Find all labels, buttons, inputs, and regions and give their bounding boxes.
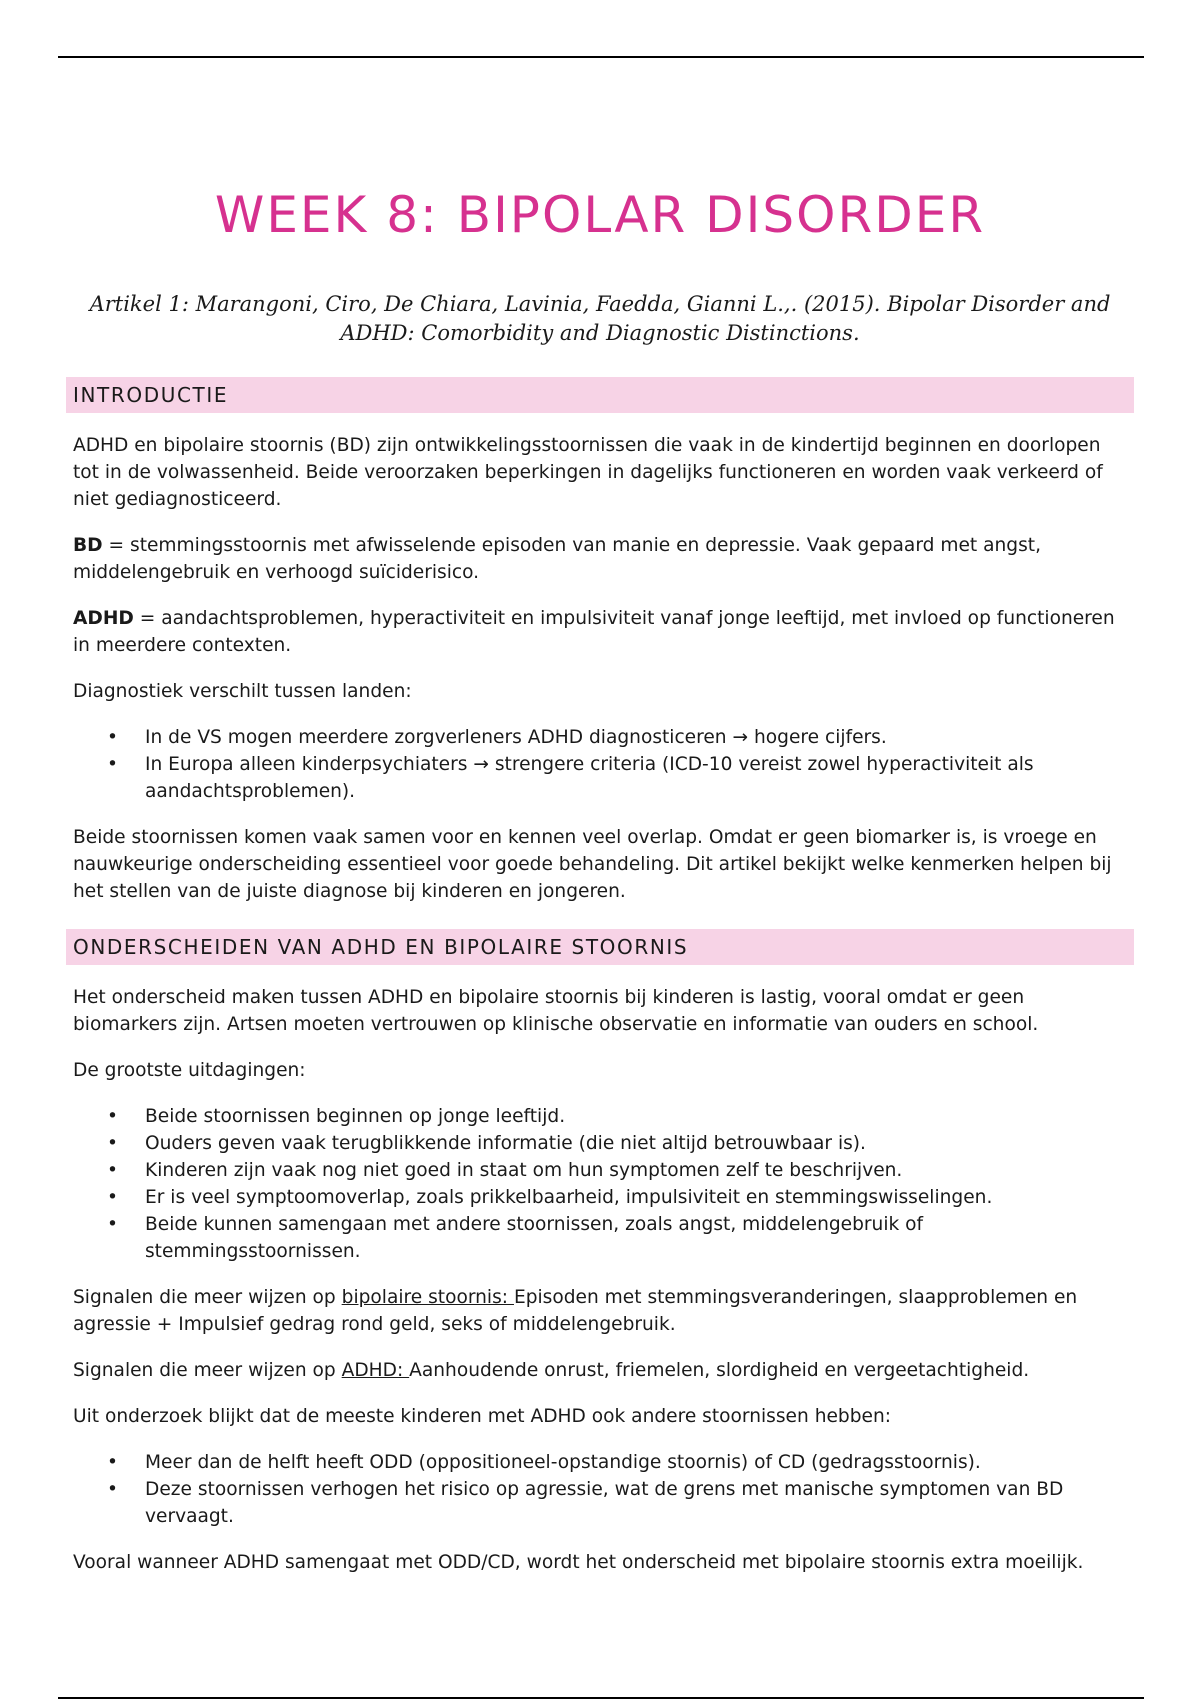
adhd-signals-term: ADHD: xyxy=(341,1360,410,1381)
bd-signals-prefix: Signalen die meer wijzen op xyxy=(73,1287,342,1308)
adhd-signals-prefix: Signalen die meer wijzen op xyxy=(73,1360,342,1381)
bd-signals-term: bipolaire stoornis: xyxy=(341,1287,514,1308)
section-heading-onderscheiden: ONDERSCHEIDEN VAN ADHD EN BIPOLAIRE STOORNIS xyxy=(66,929,1134,965)
distinction-closing: Vooral wanneer ADHD samengaat met ODD/CD, wordt het onderscheid met bipolaire stoornis extra moeilijk. xyxy=(73,1552,1084,1573)
section-heading-introductie: INTRODUCTIE xyxy=(66,377,1134,413)
list-item: • Ouders geven vaak terugblikkende informatie (die niet altijd betrouwbaar is). xyxy=(145,1130,1127,1157)
list-item: • Er is veel symptoomoverlap, zoals prikkelbaarheid, impulsiviteit en stemmingswisselingen. xyxy=(145,1184,1127,1211)
challenges-list xyxy=(73,1103,1127,1265)
document-body xyxy=(66,377,1134,1576)
bd-signals-text: Episoden met stemmingsveranderingen, slaapproblemen en agressie + Impulsief gedrag rond geld, seks of middelengebruik. xyxy=(73,1287,1078,1335)
bd-signals xyxy=(73,1284,1127,1338)
section-onderscheiden xyxy=(66,984,1134,1576)
intro-closing: Beide stoornissen komen vaak samen voor en kennen veel overlap. Omdat er geen biomarker is, is vroege en nauwkeurige onderscheiding essentieel voor goede behandeling. Dit artikel bekijkt welke kenmerken helpen bij het stellen van de juiste diagnose bij kinderen en jongeren. xyxy=(73,827,1112,902)
list-item: • Beide stoornissen beginnen op jonge leeftijd. xyxy=(145,1103,1127,1130)
adhd-term: ADHD xyxy=(73,608,134,629)
research-intro: Uit onderzoek blijkt dat de meeste kinderen met ADHD ook andere stoornissen hebben: xyxy=(73,1406,892,1427)
list-item: • Beide kunnen samengaan met andere stoornissen, zoals angst, middelengebruik of stemmingsstoornissen. xyxy=(145,1211,1127,1265)
section-introductie xyxy=(66,432,1134,905)
list-item: • Meer dan de helft heeft ODD (oppositioneel-opstandige stoornis) of CD (gedragsstoornis). xyxy=(145,1449,1127,1476)
adhd-signals-text: Aanhoudende onrust, friemelen, slordigheid en vergeetachtigheid. xyxy=(409,1360,1030,1381)
list-item: • Kinderen zijn vaak nog niet goed in staat om hun symptomen zelf te beschrijven. xyxy=(145,1157,1127,1184)
bottom-rule xyxy=(58,1697,1144,1699)
distinction-paragraph: Het onderscheid maken tussen ADHD en bipolaire stoornis bij kinderen is lastig, vooral omdat er geen biomarkers zijn. Artsen moeten vertrouwen op klinische observatie en informatie van ouders en school. xyxy=(73,987,1039,1035)
challenges-intro: De grootste uitdagingen: xyxy=(73,1060,306,1081)
adhd-signals xyxy=(73,1357,1127,1384)
list-item: • Deze stoornissen verhogen het risico op agressie, wat de grens met manische symptomen van BD vervaagt. xyxy=(145,1476,1127,1530)
bd-definition xyxy=(73,532,1127,586)
diagnostics-list xyxy=(73,724,1127,805)
adhd-definition xyxy=(73,605,1127,659)
top-rule xyxy=(58,56,1144,58)
intro-paragraph: ADHD en bipolaire stoornis (BD) zijn ontwikkelingsstoornissen die vaak in de kindertijd beginnen en doorlopen tot in de volwassenheid. Beide veroorzaken beperkingen in dagelijks functioneren en worden vaak verkeerd of niet gediagnosticeerd. xyxy=(73,435,1103,510)
article-citation: Artikel 1: Marangoni, Ciro, De Chiara, Lavinia, Faedda, Gianni L.,. (2015). Bipolar Disorder and ADHD: Comorbidity and Diagnostic Distinctions. xyxy=(89,292,1111,345)
bd-definition-text: = stemmingsstoornis met afwisselende episoden van manie en depressie. Vaak gepaard met angst, middelengebruik en verhoogd suïciderisico. xyxy=(73,535,1041,583)
adhd-definition-text: = aandachtsproblemen, hyperactiviteit en impulsiviteit vanaf jonge leeftijd, met invloed op functioneren in meerdere contexten. xyxy=(73,608,1115,656)
page-title: WEEK 8: BIPOLAR DISORDER xyxy=(214,186,986,244)
list-item: • In de VS mogen meerdere zorgverleners ADHD diagnosticeren → hogere cijfers. xyxy=(145,724,1127,751)
diagnostics-intro: Diagnostiek verschilt tussen landen: xyxy=(73,681,412,702)
list-item: • In Europa alleen kinderpsychiaters → strengere criteria (ICD-10 vereist zowel hyperactiviteit als aandachtsproblemen). xyxy=(145,751,1127,805)
bd-term: BD xyxy=(73,535,103,556)
research-list xyxy=(73,1449,1127,1530)
